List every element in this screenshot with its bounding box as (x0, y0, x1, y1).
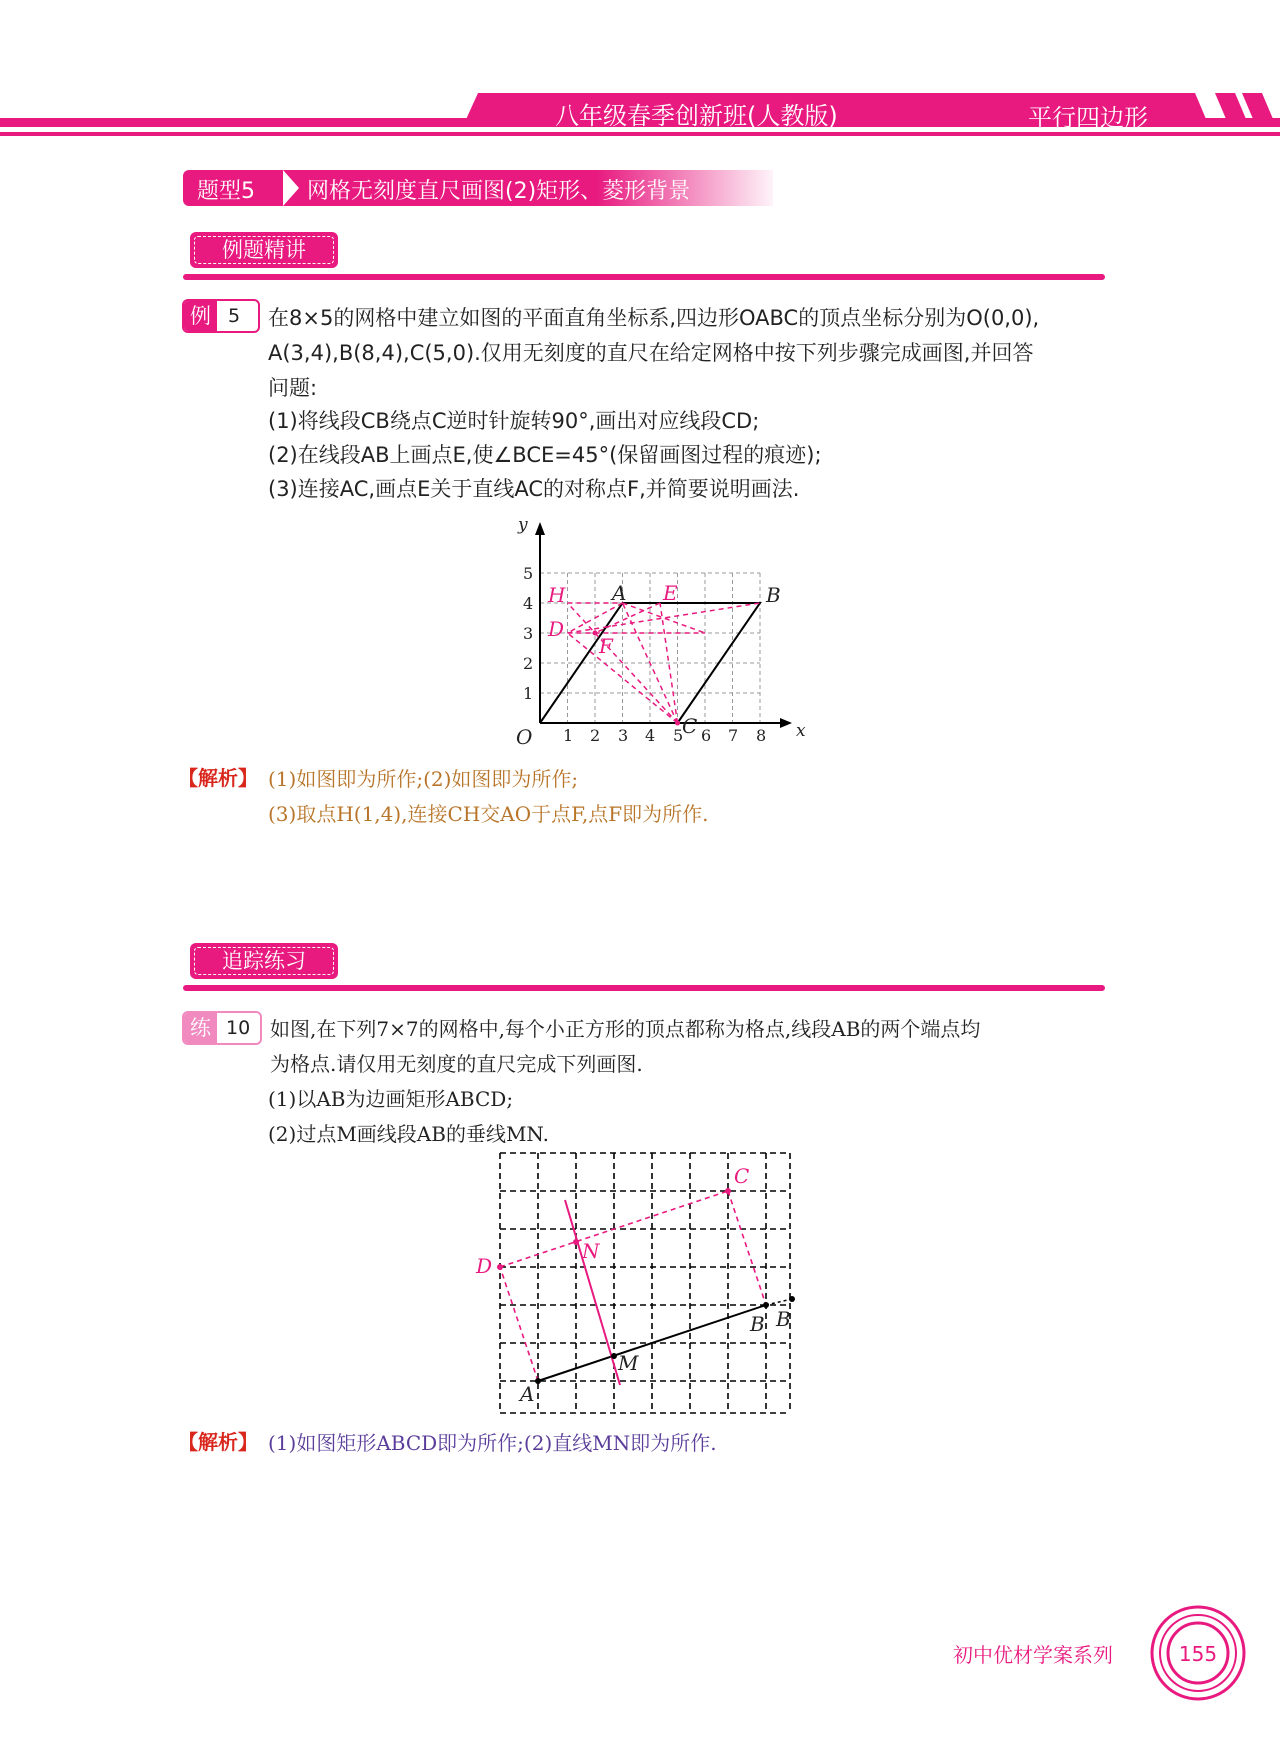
practice-line-1: 如图,在下列7×7的网格中,每个小正方形的顶点都称为格点,线段AB的两个端点均 (270, 1017, 981, 1041)
example-rule (183, 274, 1105, 280)
example-question-3: (3)连接AC,画点E关于直线AC的对称点F,并简要说明画法. (268, 477, 800, 501)
chapter-title: 平行四边形 (1028, 104, 1148, 132)
example-solution-tag: 【解析】 (178, 766, 258, 790)
example-solution-line-2: (3)取点H(1,4),连接CH交AO于点F,点F即为所作. (268, 802, 709, 826)
page-number: 155 (1178, 1642, 1218, 1666)
practice-points (497, 1188, 795, 1384)
practice-rule (183, 985, 1105, 991)
practice-question-1: (1)以AB为边画矩形ABCD; (268, 1087, 514, 1111)
practice-question-2: (2)过点M画线段AB的垂线MN. (268, 1122, 550, 1146)
example-coordinate-figure (500, 508, 830, 758)
example-question-2: (2)在线段AB上画点E,使∠BCE=45°(保留画图过程的痕迹); (268, 443, 822, 467)
svg-text:3: 3 (618, 726, 629, 745)
practice-point-labels (475, 1164, 791, 1406)
svg-text:2: 2 (523, 654, 534, 673)
svg-text:B: B (766, 583, 781, 607)
svg-text:A: A (612, 581, 627, 605)
svg-text:B: B (776, 1307, 791, 1331)
example-label-key: 例 (184, 301, 217, 331)
example-grid (540, 573, 760, 723)
section-arrow-icon (283, 170, 299, 206)
practice-grid-figure (470, 1145, 800, 1425)
svg-text:1: 1 (563, 726, 574, 745)
svg-text:1: 1 (523, 684, 534, 703)
practice-label (182, 1011, 262, 1045)
svg-text:E: E (663, 581, 678, 605)
section-title: 网格无刻度直尺画图(2)矩形、菱形背景 (307, 179, 691, 204)
section-title-bar (183, 170, 773, 206)
svg-text:N: N (582, 1239, 600, 1263)
example-solution-line-1: (1)如图即为所作;(2)如图即为所作; (268, 767, 579, 791)
svg-text:C: C (734, 1164, 750, 1188)
practice-label-key: 练 (184, 1013, 217, 1043)
y-tick-labels (523, 564, 533, 703)
practice-solution-line-1: (1)如图矩形ABCD即为所作;(2)直线MN即为所作. (268, 1431, 717, 1455)
practice-heading-box (190, 943, 338, 979)
practice-solution-tag: 【解析】 (178, 1430, 258, 1454)
svg-text:3: 3 (523, 624, 534, 643)
svg-text:M: M (618, 1351, 639, 1375)
svg-text:4: 4 (523, 594, 534, 613)
example-axes (535, 522, 792, 728)
practice-grid (500, 1153, 790, 1413)
svg-text:4: 4 (645, 726, 656, 745)
section-tag: 题型5 (197, 179, 255, 204)
svg-text:5: 5 (523, 564, 534, 583)
point-f (593, 631, 598, 636)
example-number: 5 (228, 305, 241, 327)
series-name: 初中优材学案系列 (953, 1643, 1113, 1667)
x-axis-label: x (796, 721, 806, 741)
svg-text:C: C (682, 714, 698, 738)
point-c (675, 721, 680, 726)
x-tick-labels (563, 726, 766, 745)
svg-text:D: D (548, 617, 565, 641)
example-line-3: 问题: (268, 376, 318, 400)
segment-b-extension (766, 1299, 792, 1305)
svg-text:6: 6 (701, 726, 712, 745)
svg-text:8: 8 (756, 726, 767, 745)
example-question-1: (1)将线段CB绕点C逆时针旋转90°,画出对应线段CD; (268, 409, 760, 433)
example-line-1: 在8×5的网格中建立如图的平面直角坐标系,四边形OABC的顶点坐标分别为O(0,0), (268, 306, 1040, 330)
y-axis-label: y (518, 515, 528, 535)
svg-text:D: D (476, 1254, 493, 1278)
svg-text:2: 2 (590, 726, 601, 745)
practice-number: 10 (226, 1017, 251, 1039)
svg-text:H: H (548, 583, 566, 607)
example-label (182, 299, 260, 333)
svg-text:F: F (599, 634, 613, 658)
example-heading-box (190, 232, 338, 268)
svg-text:7: 7 (728, 726, 739, 745)
origin-label: O (516, 725, 533, 749)
course-title: 八年级春季创新班(人教版) (555, 102, 838, 130)
practice-line-2: 为格点.请仅用无刻度的直尺完成下列画图. (270, 1052, 643, 1076)
example-line-2: A(3,4),B(8,4),C(5,0).仅用无刻度的直尺在给定网格中按下列步骤完成画图,并回答 (268, 341, 1034, 365)
page-number-badge (1148, 1603, 1248, 1703)
svg-text:B: B (750, 1312, 765, 1336)
svg-text:5: 5 (673, 726, 684, 745)
svg-text:A: A (520, 1382, 535, 1406)
practice-heading: 追踪练习 (194, 947, 334, 975)
example-heading: 例题精讲 (194, 236, 334, 264)
